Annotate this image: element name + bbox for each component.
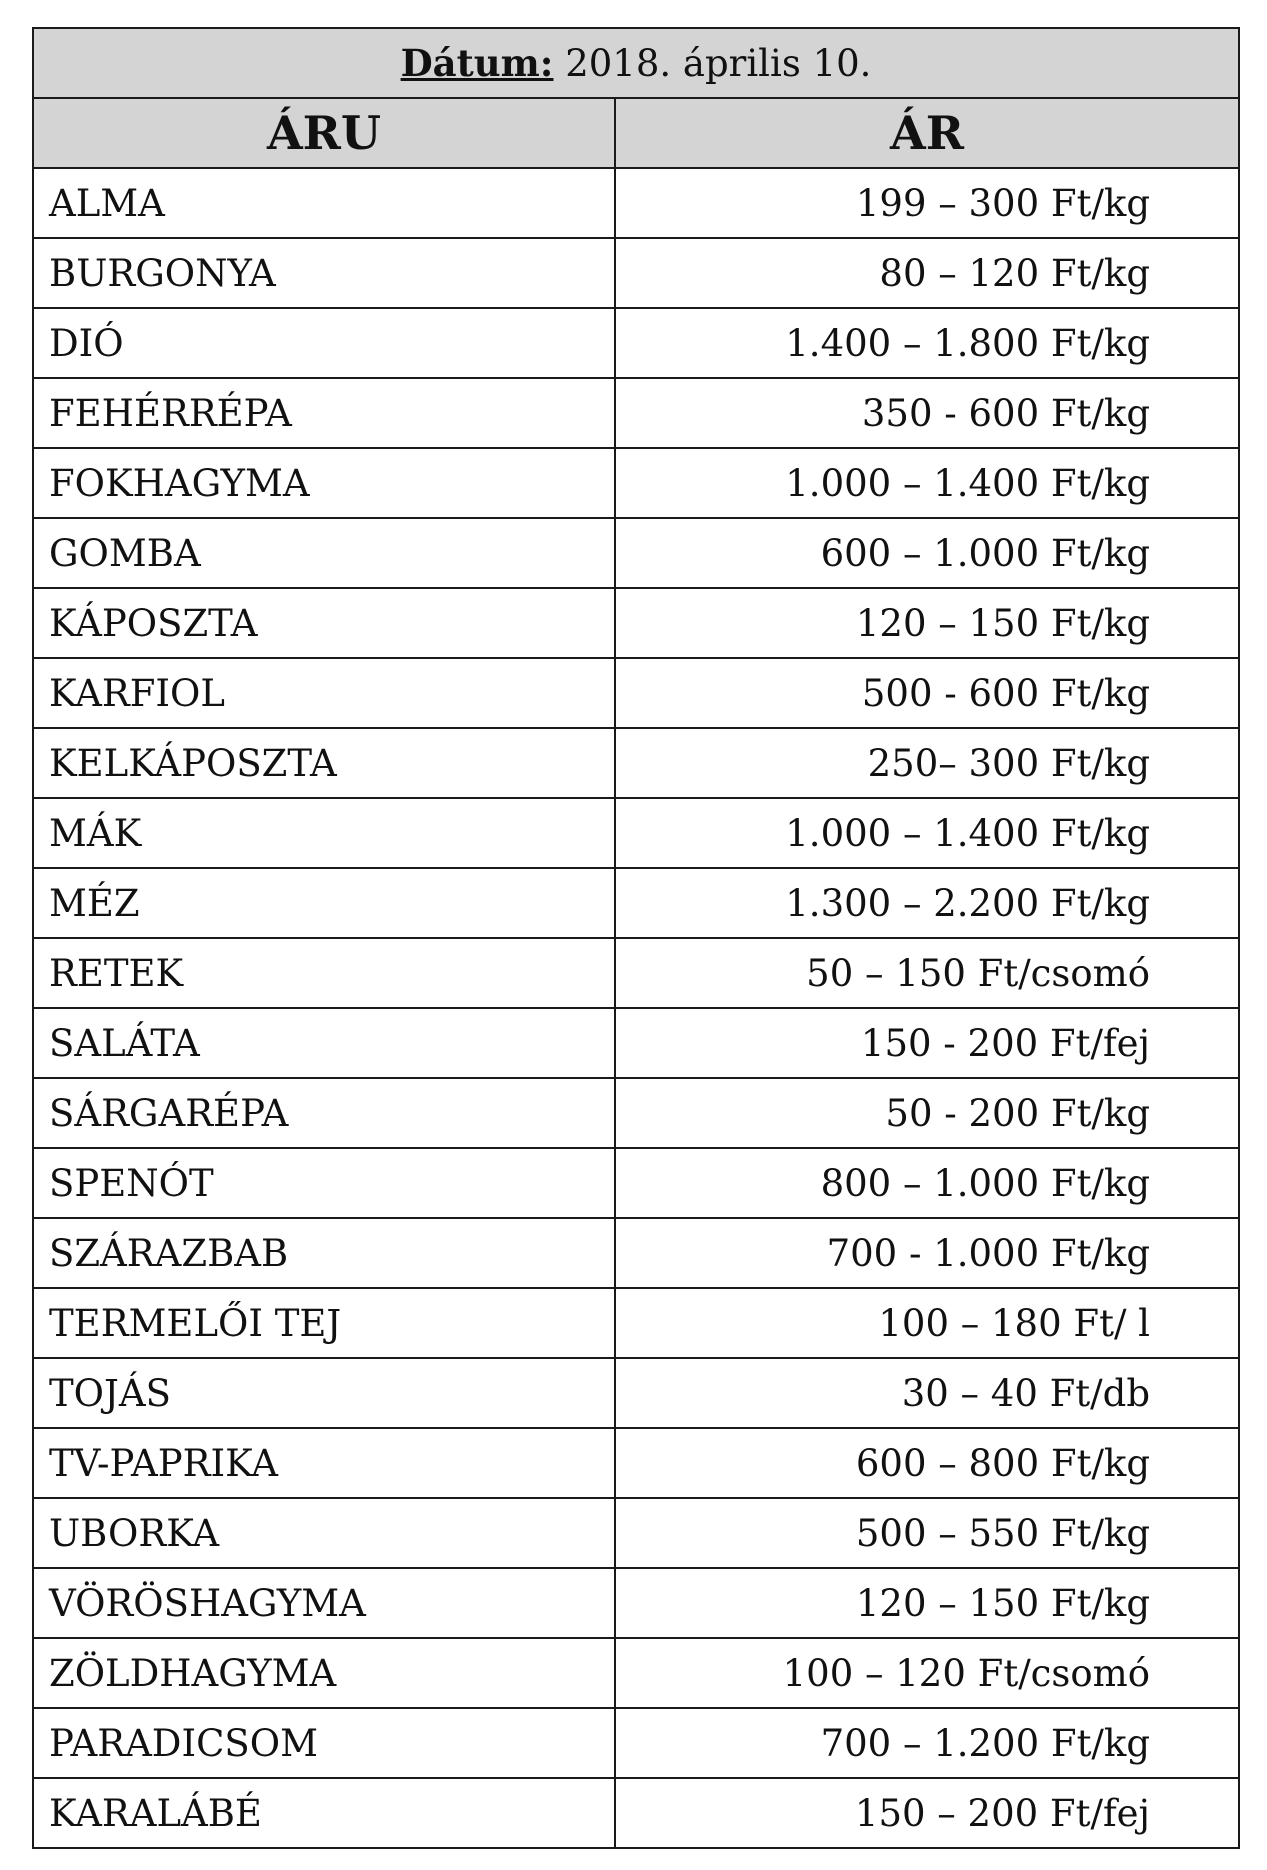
price-cell: 50 – 150 Ft/csomó bbox=[615, 938, 1239, 1008]
item-cell: FEHÉRRÉPA bbox=[33, 378, 615, 448]
date-value: 2018. április 10. bbox=[565, 42, 872, 85]
item-cell: ALMA bbox=[33, 168, 615, 238]
item-cell: SZÁRAZBAB bbox=[33, 1218, 615, 1288]
item-cell: SALÁTA bbox=[33, 1008, 615, 1078]
price-cell: 250– 300 Ft/kg bbox=[615, 728, 1239, 798]
table-row bbox=[33, 1288, 1239, 1358]
item-cell: TERMELŐI TEJ bbox=[33, 1288, 615, 1358]
price-cell: 500 – 550 Ft/kg bbox=[615, 1498, 1239, 1568]
table-row bbox=[33, 1078, 1239, 1148]
item-cell: SPENÓT bbox=[33, 1148, 615, 1218]
price-cell: 1.400 – 1.800 Ft/kg bbox=[615, 308, 1239, 378]
table-row bbox=[33, 658, 1239, 728]
table-row bbox=[33, 1428, 1239, 1498]
item-cell: UBORKA bbox=[33, 1498, 615, 1568]
table-row bbox=[33, 1008, 1239, 1078]
price-cell: 350 - 600 Ft/kg bbox=[615, 378, 1239, 448]
price-cell: 600 – 800 Ft/kg bbox=[615, 1428, 1239, 1498]
item-cell: VÖRÖSHAGYMA bbox=[33, 1568, 615, 1638]
table-row bbox=[33, 1148, 1239, 1218]
item-cell: KÁPOSZTA bbox=[33, 588, 615, 658]
date-label: Dátum: bbox=[400, 41, 554, 85]
item-cell: KELKÁPOSZTA bbox=[33, 728, 615, 798]
price-cell: 150 – 200 Ft/fej bbox=[615, 1778, 1239, 1848]
price-cell: 80 – 120 Ft/kg bbox=[615, 238, 1239, 308]
item-cell: SÁRGARÉPA bbox=[33, 1078, 615, 1148]
column-header-price: ÁR bbox=[615, 98, 1239, 168]
item-cell: TV-PAPRIKA bbox=[33, 1428, 615, 1498]
price-cell: 120 – 150 Ft/kg bbox=[615, 1568, 1239, 1638]
price-cell: 100 – 180 Ft/ l bbox=[615, 1288, 1239, 1358]
table-row bbox=[33, 168, 1239, 238]
item-cell: MÉZ bbox=[33, 868, 615, 938]
table-row bbox=[33, 938, 1239, 1008]
price-cell: 1.000 – 1.400 Ft/kg bbox=[615, 448, 1239, 518]
price-cell: 700 – 1.200 Ft/kg bbox=[615, 1708, 1239, 1778]
price-cell: 30 – 40 Ft/db bbox=[615, 1358, 1239, 1428]
table-row bbox=[33, 1498, 1239, 1568]
price-cell: 100 – 120 Ft/csomó bbox=[615, 1638, 1239, 1708]
table-row bbox=[33, 1568, 1239, 1638]
column-header-row bbox=[33, 98, 1239, 168]
table-row bbox=[33, 238, 1239, 308]
table-row bbox=[33, 518, 1239, 588]
price-cell: 199 – 300 Ft/kg bbox=[615, 168, 1239, 238]
item-cell: MÁK bbox=[33, 798, 615, 868]
date-cell bbox=[33, 28, 1239, 98]
price-cell: 600 – 1.000 Ft/kg bbox=[615, 518, 1239, 588]
table-row bbox=[33, 798, 1239, 868]
item-cell: FOKHAGYMA bbox=[33, 448, 615, 518]
table-row bbox=[33, 308, 1239, 378]
price-cell: 800 – 1.000 Ft/kg bbox=[615, 1148, 1239, 1218]
item-cell: GOMBA bbox=[33, 518, 615, 588]
table-body bbox=[33, 168, 1239, 1848]
item-cell: BURGONYA bbox=[33, 238, 615, 308]
table-row bbox=[33, 868, 1239, 938]
price-cell: 500 - 600 Ft/kg bbox=[615, 658, 1239, 728]
table-row bbox=[33, 1218, 1239, 1288]
item-cell: RETEK bbox=[33, 938, 615, 1008]
price-cell: 1.000 – 1.400 Ft/kg bbox=[615, 798, 1239, 868]
table-row bbox=[33, 588, 1239, 658]
price-table bbox=[32, 27, 1240, 1849]
price-cell: 700 - 1.000 Ft/kg bbox=[615, 1218, 1239, 1288]
date-row bbox=[33, 28, 1239, 98]
item-cell: DIÓ bbox=[33, 308, 615, 378]
item-cell: ZÖLDHAGYMA bbox=[33, 1638, 615, 1708]
table-row bbox=[33, 1708, 1239, 1778]
table-row bbox=[33, 378, 1239, 448]
item-cell: TOJÁS bbox=[33, 1358, 615, 1428]
table-row bbox=[33, 1778, 1239, 1848]
column-header-item: ÁRU bbox=[33, 98, 615, 168]
price-cell: 120 – 150 Ft/kg bbox=[615, 588, 1239, 658]
item-cell: KARFIOL bbox=[33, 658, 615, 728]
price-cell: 150 - 200 Ft/fej bbox=[615, 1008, 1239, 1078]
table-row bbox=[33, 1358, 1239, 1428]
table-row bbox=[33, 1638, 1239, 1708]
table-row bbox=[33, 728, 1239, 798]
item-cell: KARALÁBÉ bbox=[33, 1778, 615, 1848]
price-cell: 50 - 200 Ft/kg bbox=[615, 1078, 1239, 1148]
price-cell: 1.300 – 2.200 Ft/kg bbox=[615, 868, 1239, 938]
item-cell: PARADICSOM bbox=[33, 1708, 615, 1778]
table-row bbox=[33, 448, 1239, 518]
